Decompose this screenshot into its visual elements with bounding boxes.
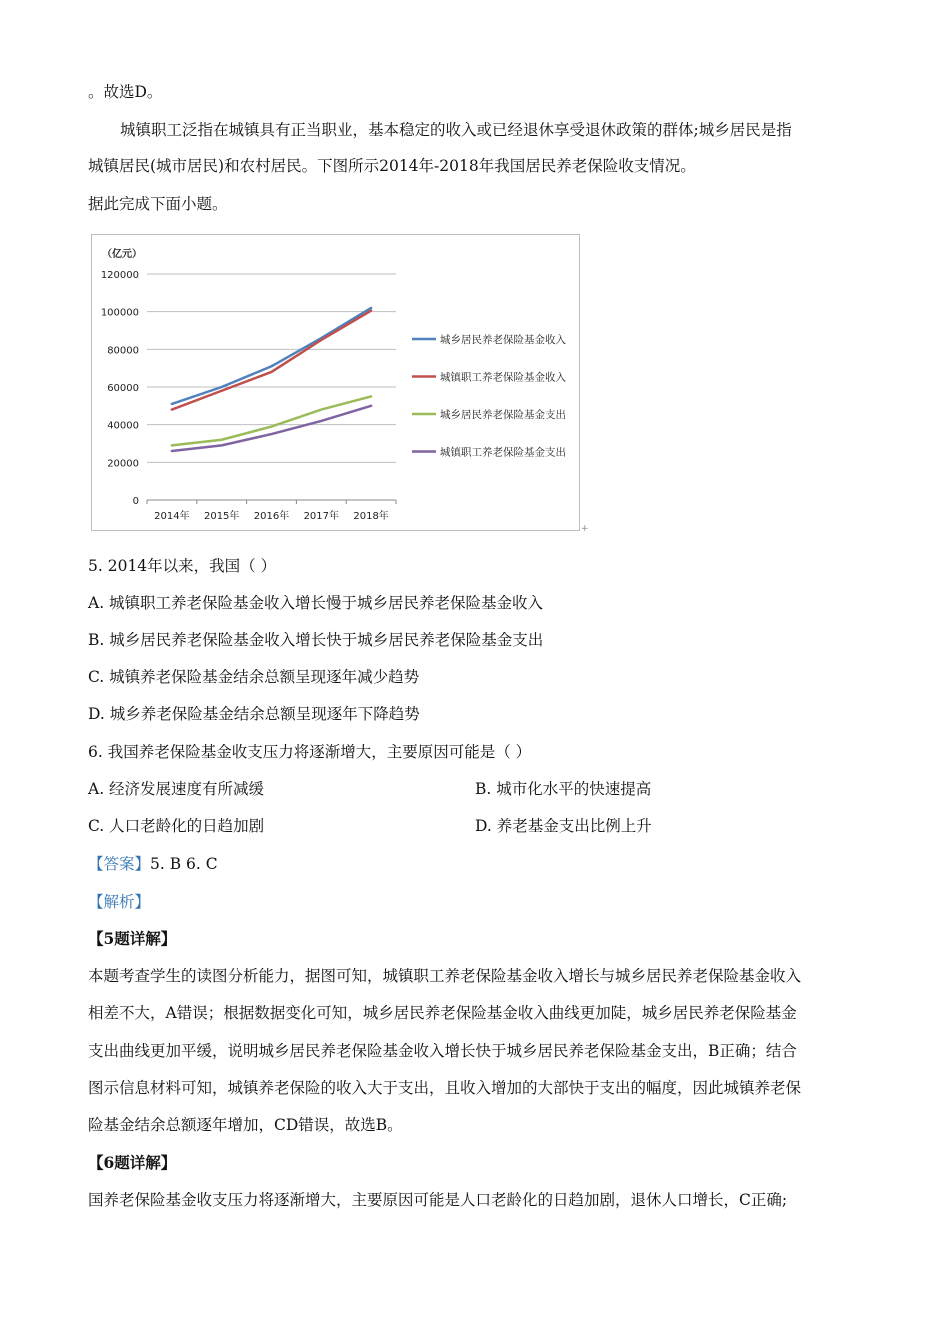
q5-detail-line-3: 支出曲线更加平缓，说明城乡居民养老保险基金收入增长快于城乡居民养老保险基金支出，B正确；结合 <box>88 1042 797 1060</box>
q5-option-a: A. 城镇职工养老保险基金收入增长慢于城乡居民养老保险基金收入 <box>88 594 544 612</box>
y-tick-label-60000: 60000 <box>107 383 139 394</box>
series-line-2 <box>172 396 371 445</box>
q5-detail-line-4: 图示信息材料可知，城镇养老保险的收入大于支出，且收入增加的大部快于支出的幅度，因此城镇养老保 <box>88 1079 802 1097</box>
q5-detail-heading: 【5题详解】 <box>88 929 177 948</box>
q5-option-b: B. 城乡居民养老保险基金收入增长快于城乡居民养老保险基金支出 <box>88 631 544 649</box>
pension-chart <box>91 234 580 531</box>
q5-detail-line-2: 相差不大，A错误；根据数据变化可知，城乡居民养老保险基金收入曲线更加陡，城乡居民养老保险基金 <box>88 1004 797 1022</box>
chart-axes <box>101 270 396 522</box>
q5-stem: 5. 2014年以来，我国（ ） <box>88 557 277 575</box>
chart-unit-label: （亿元） <box>102 249 142 260</box>
q5-detail-line-5: 险基金结余总额逐年增加，CD错误，故选B。 <box>88 1116 403 1134</box>
q6-detail-heading: 【6题详解】 <box>88 1153 177 1172</box>
answer-line <box>88 854 218 874</box>
y-tick-label-120000: 120000 <box>100 270 139 281</box>
q6-detail-line-1: 国养老保险基金收支压力将逐渐增大，主要原因可能是人口老龄化的日趋加剧，退休人口增长，C正确; <box>88 1191 788 1209</box>
series-line-3 <box>172 406 371 451</box>
y-tick-label-100000: 100000 <box>100 307 139 319</box>
answer-tag: 【答案】 <box>88 855 151 873</box>
y-tick-label-40000: 40000 <box>107 420 139 432</box>
answer-text: 5. B 6. C <box>150 855 218 873</box>
q5-detail-line-1: 本题考查学生的读图分析能力，据图可知，城镇职工养老保险基金收入增长与城乡居民养老保险基金收入 <box>88 967 802 985</box>
q6-stem: 6. 我国养老保险基金收支压力将逐渐增大，主要原因可能是（ ） <box>88 743 532 761</box>
series-line-0 <box>172 308 371 404</box>
chart-legend <box>412 333 566 459</box>
y-tick-label-20000: 20000 <box>107 458 139 470</box>
intro-line-0: 。故选D。 <box>88 83 163 101</box>
intro-para-line-1: 城镇职工泛指在城镇具有正当职业，基本稳定的收入或已经退休享受退休政策的群体;城乡居民是指 <box>120 121 792 139</box>
x-tick-label-0: 2014年 <box>154 511 190 522</box>
x-tick-label-3: 2017年 <box>303 511 340 522</box>
q6-option-b: B. 城市化水平的快速提高 <box>475 780 652 798</box>
legend-label-3: 城镇职工养老保险基金支出 <box>440 446 566 459</box>
x-tick-label-2: 2016年 <box>253 511 290 522</box>
intro-para-line-2: 城镇居民(城市居民)和农村居民。下图所示2014年-2018年我国居民养老保险收支情况。 <box>88 157 696 175</box>
legend-label-2: 城乡居民养老保险基金支出 <box>440 409 566 421</box>
legend-label-0: 城乡居民养老保险基金收入 <box>440 334 566 346</box>
x-tick-label-4: 2018年 <box>353 511 389 522</box>
analysis-tag: 【解析】 <box>88 893 151 911</box>
q5-option-c: C. 城镇养老保险基金结余总额呈现逐年减少趋势 <box>88 668 420 686</box>
cursor-mark: + <box>581 524 589 534</box>
q6-option-d: D. 养老基金支出比例上升 <box>475 817 652 835</box>
q6-option-c: C. 人口老龄化的日趋加剧 <box>88 817 265 835</box>
y-tick-label-0: 0 <box>132 496 139 507</box>
intro-para-line-3: 据此完成下面小题。 <box>88 195 228 213</box>
q5-option-d: D. 城乡养老保险基金结余总额呈现逐年下降趋势 <box>88 705 420 723</box>
chart-series <box>172 308 371 451</box>
y-tick-label-80000: 80000 <box>107 345 139 357</box>
x-tick-label-1: 2015年 <box>203 511 240 522</box>
pension-chart-svg <box>92 235 579 530</box>
legend-label-1: 城镇职工养老保险基金收入 <box>440 371 566 384</box>
q6-option-a: A. 经济发展速度有所减缓 <box>88 780 265 798</box>
